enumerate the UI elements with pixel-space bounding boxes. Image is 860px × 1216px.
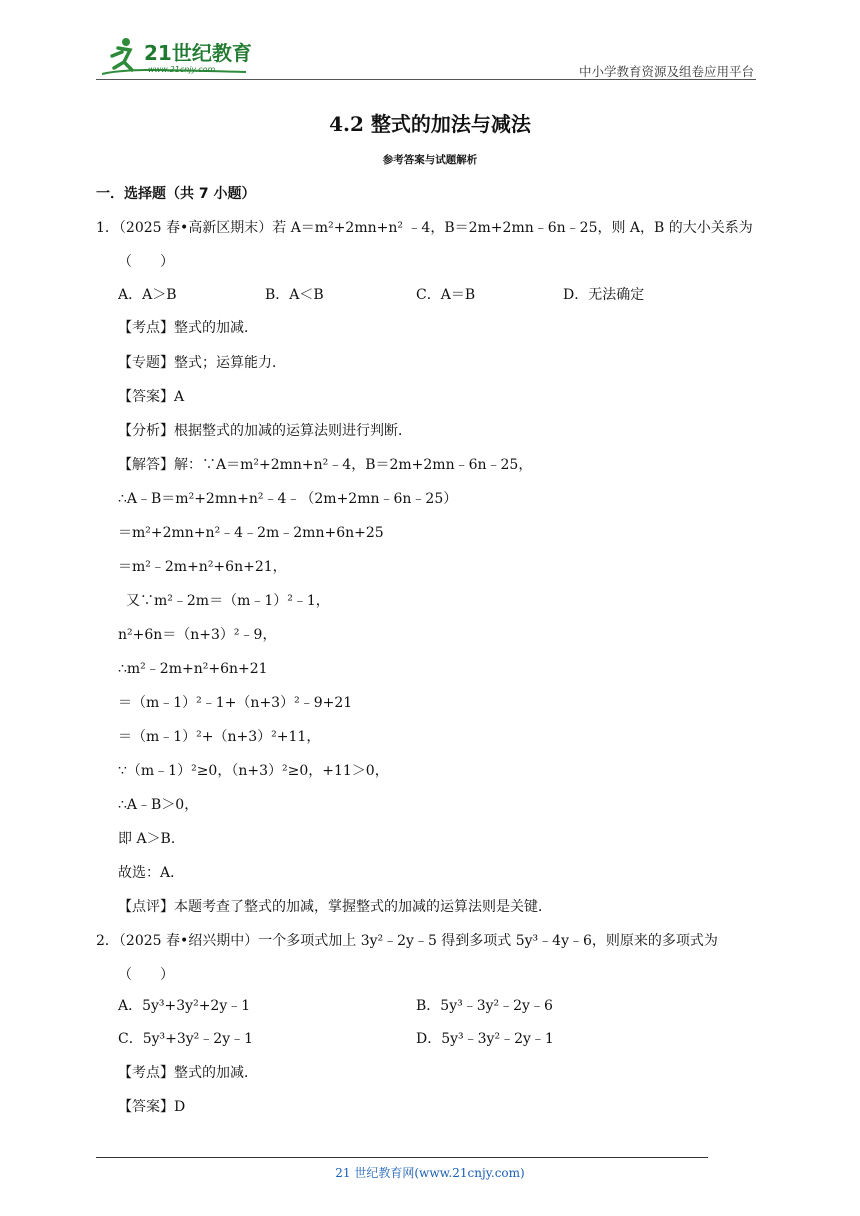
text-line: ∴m²﹣2m+n²+6n+21 <box>118 661 268 677</box>
text-line: 即 A＞B． <box>118 831 185 847</box>
text-line: ＝m²﹣2m+n²+6n+21， <box>118 559 287 575</box>
choice-option: C．A＝B <box>416 287 476 303</box>
text-line: 2．（2025 春•绍兴期中）一个多项式加上 3y²﹣2y﹣5 得到多项式 5y³﹣4y﹣6，则原来的多项式为 <box>96 933 718 949</box>
section-heading: 一．选择题（共 7 小题） <box>96 186 256 202</box>
text-line: 【答案】A <box>118 389 185 405</box>
text-line: 【解答】解：∵A＝m²+2mn+n²﹣4，B＝2m+2mn﹣6n﹣25， <box>118 457 533 473</box>
svg-text:21世纪教育: 21世纪教育 <box>144 41 252 65</box>
text-line: （ ） <box>118 967 174 983</box>
footer-divider <box>96 1157 708 1158</box>
choice-option: A．5y³+3y²+2y﹣1 <box>118 998 251 1014</box>
choice-option: B．5y³﹣3y²﹣2y﹣6 <box>416 998 553 1014</box>
text-line: ＝（m﹣1）²﹣1+（n+3）²﹣9+21 <box>118 695 353 711</box>
platform-name: 中小学教育资源及组卷应用平台 <box>578 64 754 79</box>
text-line: 1．（2025 春•高新区期末）若 A＝m²+2mn+n² ﹣4，B＝2m+2mn﹣6n﹣25，则 A，B 的大小关系为 <box>96 220 753 236</box>
text-line: n²+6n＝（n+3）²﹣9， <box>118 627 277 643</box>
choice-option: D．5y³﹣3y²﹣2y﹣1 <box>416 1031 554 1047</box>
text-line: 【专题】整式；运算能力． <box>118 355 286 371</box>
text-line: ＝m²+2mn+n²﹣4﹣2m﹣2mn+6n+25 <box>118 525 384 541</box>
text-line: ∴A﹣B＝m²+2mn+n²﹣4﹣（2m+2mn﹣6n﹣25） <box>118 491 458 507</box>
text-line: 【考点】整式的加减． <box>118 1065 258 1081</box>
choice-option: D．无法确定 <box>563 287 645 303</box>
header-divider <box>96 79 756 80</box>
page-header <box>96 34 760 82</box>
text-line: ∵（m﹣1）²≥0，（n+3）²≥0，+11＞0， <box>118 763 389 779</box>
svg-text:www.21cnjy.com: www.21cnjy.com <box>148 65 216 74</box>
text-line: ＝（m﹣1）²+（n+3）²+11， <box>118 729 321 745</box>
page-subtitle: 参考答案与试题解析 <box>382 154 478 166</box>
footer-link[interactable]: 21 世纪教育网(www.21cnjy.com) <box>335 1166 525 1180</box>
text-line: 【分析】根据整式的加减的运算法则进行判断． <box>118 423 412 439</box>
text-line: 【考点】整式的加减． <box>118 320 258 336</box>
choice-option: A．A＞B <box>118 287 177 303</box>
page-title: 4.2 整式的加法与减法 <box>329 112 531 136</box>
text-line: 又∵m²﹣2m＝（m﹣1）²﹣1， <box>126 593 330 609</box>
text-line: ∴A﹣B＞0， <box>118 797 199 813</box>
choice-option: C．5y³+3y²﹣2y﹣1 <box>118 1031 254 1047</box>
text-line: 【答案】D <box>118 1099 186 1115</box>
text-line: 【点评】本题考查了整式的加减，掌握整式的加减的运算法则是关键． <box>118 899 552 915</box>
choice-option: B．A＜B <box>265 287 324 303</box>
text-line: （ ） <box>118 254 174 270</box>
21cnjy-logo-icon <box>96 34 266 80</box>
text-line: 故选：A． <box>118 865 185 881</box>
